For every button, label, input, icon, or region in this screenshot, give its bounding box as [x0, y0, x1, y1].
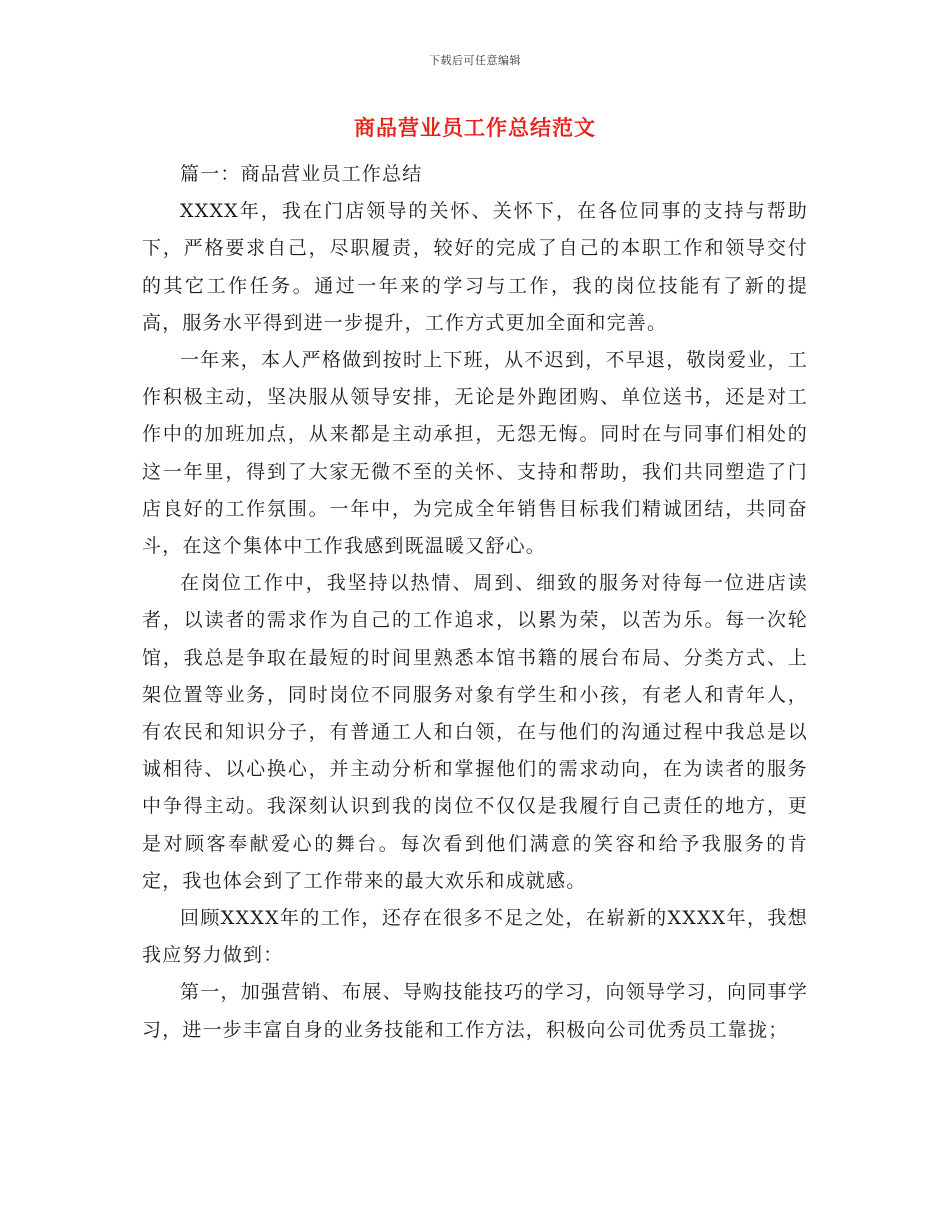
- paragraph: 一年来，本人严格做到按时上下班，从不迟到，不早退，敬岗爱业，工作积极主动，坚决服从领导安排，无论是外跑团购、单位送书，还是对工作中的加班加点，从来都是主动承担，无怨无悔。同时在与同事们相处的这一年里，得到了大家无微不至的关怀、支持和帮助，我们共同塑造了门店良好的工作氛围。一年中，为完成全年销售目标我们精诚团结，共同奋斗，在这个集体中工作我感到既温暖又舒心。: [142, 349, 808, 558]
- paragraph: 回顾XXXX年的工作，还存在很多不足之处，在崭新的XXXX年，我想我应努力做到：: [142, 907, 808, 967]
- paragraph: 第一，加强营销、布展、导购技能技巧的学习，向领导学习，向同事学习，进一步丰富自身的业务技能和工作方法，积极向公司优秀员工靠拢；: [142, 981, 808, 1041]
- section-label: 篇一：商品营业员工作总结: [180, 163, 423, 185]
- header-note: 下载后可任意编辑: [429, 54, 521, 67]
- paragraph: 在岗位工作中，我坚持以热情、周到、细致的服务对待每一位进店读者，以读者的需求作为自己的工作追求，以累为荣，以苦为乐。每一次轮馆，我总是争取在最短的时间里熟悉本馆书籍的展台布局、分类方式、上架位置等业务，同时岗位不同服务对象有学生和小孩，有老人和青年人，有农民和知识分子，有普通工人和白领，在与他们的沟通过程中我总是以诚相待、以心换心，并主动分析和掌握他们的需求动向，在为读者的服务中争得主动。我深刻认识到我的岗位不仅仅是我履行自己责任的地方，更是对顾客奉献爱心的舞台。每次看到他们满意的笑容和给予我服务的肯定，我也体会到了工作带来的最大欢乐和成就感。: [142, 572, 808, 892]
- document-body: [142, 156, 808, 1049]
- paragraph: XXXX年，我在门店领导的关怀、关怀下，在各位同事的支持与帮助下，严格要求自己，尽职履责，较好的完成了自己的本职工作和领导交付的其它工作任务。通过一年来的学习与工作，我的岗位技能有了新的提高，服务水平得到进一步提升，工作方式更加全面和完善。: [142, 200, 808, 334]
- document-title: 商品营业员工作总结范文: [354, 115, 596, 140]
